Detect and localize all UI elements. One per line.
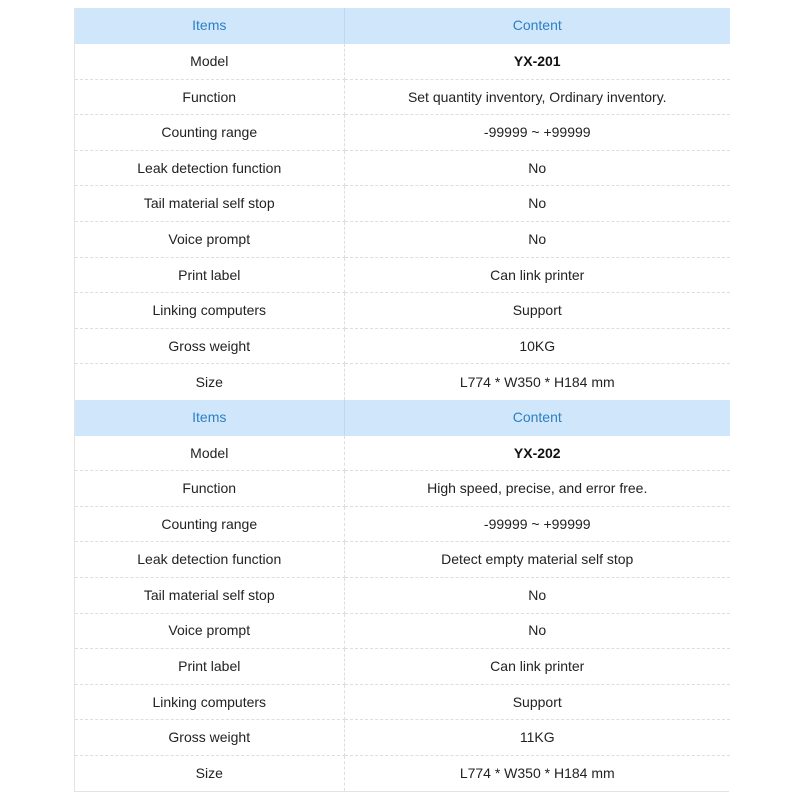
row-item-label: Leak detection function <box>75 542 344 578</box>
table-row-print-label <box>75 257 730 293</box>
row-item-label: Tail material self stop <box>75 186 344 222</box>
row-content-value: L774 * W350 * H184 mm <box>344 755 730 791</box>
table-row-voice-prompt <box>75 613 730 649</box>
row-content-value: Detect empty material self stop <box>344 542 730 578</box>
row-item-label: Gross weight <box>75 720 344 756</box>
row-item-label: Counting range <box>75 506 344 542</box>
table-row-leak-detection <box>75 542 730 578</box>
row-item-label: Linking computers <box>75 684 344 720</box>
row-item-label: Model <box>75 435 344 471</box>
row-content-value: 11KG <box>344 720 730 756</box>
table-body <box>75 435 730 791</box>
row-content-value: No <box>344 222 730 258</box>
header-row <box>75 400 730 436</box>
row-item-label: Linking computers <box>75 293 344 329</box>
table-row-leak-detection <box>75 150 730 186</box>
row-item-label: Voice prompt <box>75 613 344 649</box>
table-row-counting-range <box>75 506 730 542</box>
row-content-value: Can link printer <box>344 649 730 685</box>
table-row-gross-weight <box>75 328 730 364</box>
table-row-model <box>75 435 730 471</box>
table-row-tail-material <box>75 186 730 222</box>
row-content-value: No <box>344 613 730 649</box>
row-content-value: High speed, precise, and error free. <box>344 471 730 507</box>
table-header <box>75 8 730 44</box>
row-item-label: Function <box>75 79 344 115</box>
spec-table-yx-202 <box>75 400 730 792</box>
row-item-label: Tail material self stop <box>75 578 344 614</box>
table-header <box>75 400 730 436</box>
table-row-function <box>75 79 730 115</box>
row-content-value: No <box>344 150 730 186</box>
table-row-function <box>75 471 730 507</box>
row-content-value: L774 * W350 * H184 mm <box>344 364 730 400</box>
row-item-label: Size <box>75 755 344 791</box>
row-content-value: -99999 ~ +99999 <box>344 506 730 542</box>
header-content-label: Content <box>344 400 730 436</box>
row-content-value: No <box>344 578 730 614</box>
row-item-label: Model <box>75 44 344 80</box>
table-row-size <box>75 755 730 791</box>
header-items-label: Items <box>75 8 344 44</box>
table-row-linking-computers <box>75 684 730 720</box>
row-item-label: Function <box>75 471 344 507</box>
table-row-tail-material <box>75 578 730 614</box>
row-content-value: YX-202 <box>344 435 730 471</box>
table-row-linking-computers <box>75 293 730 329</box>
spec-sheet <box>74 8 729 792</box>
row-item-label: Print label <box>75 649 344 685</box>
row-content-value: Set quantity inventory, Ordinary inventory. <box>344 79 730 115</box>
table-row-gross-weight <box>75 720 730 756</box>
table-row-size <box>75 364 730 400</box>
table-row-counting-range <box>75 115 730 151</box>
row-content-value: -99999 ~ +99999 <box>344 115 730 151</box>
table-row-print-label <box>75 649 730 685</box>
spec-table-yx-201 <box>75 8 730 400</box>
header-row <box>75 8 730 44</box>
row-item-label: Print label <box>75 257 344 293</box>
row-content-value: YX-201 <box>344 44 730 80</box>
row-content-value: 10KG <box>344 328 730 364</box>
table-body <box>75 44 730 400</box>
row-item-label: Gross weight <box>75 328 344 364</box>
table-row-model <box>75 44 730 80</box>
header-content-label: Content <box>344 8 730 44</box>
row-item-label: Size <box>75 364 344 400</box>
row-content-value: No <box>344 186 730 222</box>
row-item-label: Leak detection function <box>75 150 344 186</box>
row-item-label: Counting range <box>75 115 344 151</box>
row-content-value: Support <box>344 684 730 720</box>
table-row-voice-prompt <box>75 222 730 258</box>
row-item-label: Voice prompt <box>75 222 344 258</box>
header-items-label: Items <box>75 400 344 436</box>
row-content-value: Can link printer <box>344 257 730 293</box>
row-content-value: Support <box>344 293 730 329</box>
